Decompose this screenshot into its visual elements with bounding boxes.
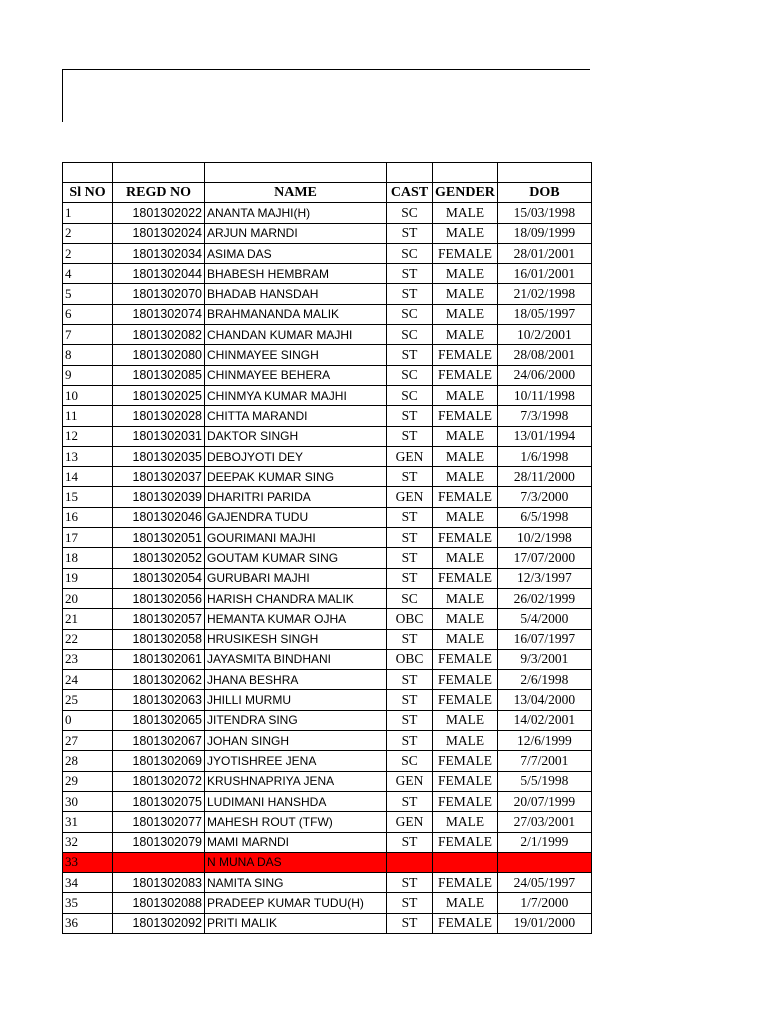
cell-regd-no[interactable]: 1801302092 xyxy=(113,913,205,933)
table-row xyxy=(63,467,592,487)
table-row xyxy=(63,345,592,365)
cell-name[interactable]: N MUNA DAS xyxy=(205,852,387,872)
cell-name[interactable]: GOURIMANI MAJHI xyxy=(205,528,387,548)
cell-name[interactable]: CHANDAN KUMAR MAJHI xyxy=(205,325,387,345)
cell-dob[interactable]: 13/04/2000 xyxy=(497,690,591,710)
cell-name[interactable]: JITENDRA SING xyxy=(205,710,387,730)
table-row xyxy=(63,873,592,893)
cell-sl-no[interactable]: 24 xyxy=(63,670,113,690)
table-row xyxy=(63,325,592,345)
cell-gender[interactable]: FEMALE xyxy=(433,528,498,548)
cell-gender[interactable]: MALE xyxy=(433,812,498,832)
cell-gender[interactable]: MALE xyxy=(433,588,498,608)
cell-name[interactable]: JHILLI MURMU xyxy=(205,690,387,710)
cell-cast[interactable]: SC xyxy=(387,304,433,324)
cell-cast[interactable]: SC xyxy=(387,751,433,771)
table-row xyxy=(63,365,592,385)
cell-dob[interactable]: 9/3/2001 xyxy=(497,649,591,669)
cell-name[interactable]: JAYASMITA BINDHANI xyxy=(205,649,387,669)
header-name[interactable]: NAME xyxy=(205,183,387,203)
cell-name[interactable]: KRUSHNAPRIYA JENA xyxy=(205,771,387,791)
cell-name[interactable]: ASIMA DAS xyxy=(205,243,387,263)
cell-name[interactable]: MAMI MARNDI xyxy=(205,832,387,852)
cell-cast[interactable]: ST xyxy=(387,548,433,568)
cell-regd-no[interactable]: 1801302077 xyxy=(113,812,205,832)
blank-cell[interactable] xyxy=(113,163,205,183)
cell-sl-no[interactable]: 32 xyxy=(63,832,113,852)
cell-sl-no[interactable]: 27 xyxy=(63,731,113,751)
cell-cast[interactable]: SC xyxy=(387,385,433,405)
cell-cast[interactable]: ST xyxy=(387,406,433,426)
cell-sl-no[interactable]: 31 xyxy=(63,812,113,832)
cell-sl-no[interactable]: 20 xyxy=(63,588,113,608)
cell-cast[interactable]: GEN xyxy=(387,771,433,791)
header-gender[interactable]: GENDER xyxy=(433,183,498,203)
cell-gender[interactable]: FEMALE xyxy=(433,690,498,710)
table-row xyxy=(63,507,592,527)
cell-sl-no[interactable]: 2 xyxy=(63,243,113,263)
cell-sl-no[interactable]: 16 xyxy=(63,507,113,527)
cell-regd-no[interactable]: 1801302069 xyxy=(113,751,205,771)
cell-cast[interactable]: SC xyxy=(387,203,433,223)
cell-name[interactable]: GURUBARI MAJHI xyxy=(205,568,387,588)
cell-gender[interactable]: FEMALE xyxy=(433,649,498,669)
table-row xyxy=(63,629,592,649)
cell-regd-no[interactable]: 1801302056 xyxy=(113,588,205,608)
cell-dob[interactable]: 10/11/1998 xyxy=(497,385,591,405)
cell-dob[interactable]: 24/05/1997 xyxy=(497,873,591,893)
cell-regd-no[interactable]: 1801302037 xyxy=(113,467,205,487)
cell-cast[interactable] xyxy=(387,852,433,872)
header-box-left-border xyxy=(62,69,63,122)
cell-dob[interactable]: 10/2/2001 xyxy=(497,325,591,345)
cell-cast[interactable]: ST xyxy=(387,690,433,710)
cell-name[interactable]: CHITTA MARANDI xyxy=(205,406,387,426)
cell-regd-no[interactable]: 1801302035 xyxy=(113,446,205,466)
cell-gender[interactable]: MALE xyxy=(433,325,498,345)
table-row xyxy=(63,588,592,608)
cell-regd-no[interactable]: 1801302065 xyxy=(113,710,205,730)
cell-name[interactable]: GAJENDRA TUDU xyxy=(205,507,387,527)
blank-cell[interactable] xyxy=(63,163,113,183)
cell-dob[interactable]: 24/06/2000 xyxy=(497,365,591,385)
cell-dob[interactable]: 7/7/2001 xyxy=(497,751,591,771)
cell-regd-no[interactable]: 1801302057 xyxy=(113,609,205,629)
cell-regd-no[interactable]: 1801302058 xyxy=(113,629,205,649)
table-row xyxy=(63,731,592,751)
cell-cast[interactable]: ST xyxy=(387,507,433,527)
table-row xyxy=(63,528,592,548)
cell-dob[interactable] xyxy=(497,852,591,872)
cell-dob[interactable]: 10/2/1998 xyxy=(497,528,591,548)
cell-name[interactable]: PRADEEP KUMAR TUDU(H) xyxy=(205,893,387,913)
cell-gender[interactable]: MALE xyxy=(433,426,498,446)
cell-sl-no[interactable]: 30 xyxy=(63,791,113,811)
cell-regd-no[interactable]: 1801302051 xyxy=(113,528,205,548)
blank-row xyxy=(63,163,592,183)
cell-sl-no[interactable]: 15 xyxy=(63,487,113,507)
cell-regd-no[interactable]: 1801302044 xyxy=(113,264,205,284)
cell-cast[interactable]: GEN xyxy=(387,812,433,832)
cell-name[interactable]: MAHESH ROUT (TFW) xyxy=(205,812,387,832)
cell-regd-no[interactable]: 1801302072 xyxy=(113,771,205,791)
cell-cast[interactable]: ST xyxy=(387,264,433,284)
cell-gender[interactable]: FEMALE xyxy=(433,873,498,893)
student-table xyxy=(62,162,592,934)
cell-dob[interactable]: 28/08/2001 xyxy=(497,345,591,365)
cell-regd-no[interactable]: 1801302075 xyxy=(113,791,205,811)
cell-gender[interactable]: MALE xyxy=(433,223,498,243)
cell-dob[interactable]: 16/07/1997 xyxy=(497,629,591,649)
cell-name[interactable]: CHINMAYEE SINGH xyxy=(205,345,387,365)
table-row xyxy=(63,812,592,832)
cell-dob[interactable]: 1/7/2000 xyxy=(497,893,591,913)
header-sl-no[interactable]: Sl NO xyxy=(63,183,113,203)
table-row xyxy=(63,264,592,284)
table-row xyxy=(63,913,592,933)
table-row xyxy=(63,426,592,446)
cell-regd-no[interactable] xyxy=(113,852,205,872)
cell-dob[interactable]: 28/01/2001 xyxy=(497,243,591,263)
table-row xyxy=(63,385,592,405)
cell-dob[interactable]: 14/02/2001 xyxy=(497,710,591,730)
cell-gender[interactable]: FEMALE xyxy=(433,568,498,588)
cell-regd-no[interactable]: 1801302024 xyxy=(113,223,205,243)
cell-sl-no[interactable]: 9 xyxy=(63,365,113,385)
cell-regd-no[interactable]: 1801302028 xyxy=(113,406,205,426)
table-row xyxy=(63,243,592,263)
cell-regd-no[interactable]: 1801302031 xyxy=(113,426,205,446)
table-row xyxy=(63,568,592,588)
cell-name[interactable]: BHABESH HEMBRAM xyxy=(205,264,387,284)
cell-sl-no[interactable]: 5 xyxy=(63,284,113,304)
cell-dob[interactable]: 18/05/1997 xyxy=(497,304,591,324)
table-row xyxy=(63,304,592,324)
cell-gender[interactable]: MALE xyxy=(433,710,498,730)
table-row xyxy=(63,690,592,710)
table-row xyxy=(63,223,592,243)
cell-dob[interactable]: 21/02/1998 xyxy=(497,284,591,304)
cell-regd-no[interactable]: 1801302052 xyxy=(113,548,205,568)
cell-cast[interactable]: OBC xyxy=(387,649,433,669)
cell-cast[interactable]: ST xyxy=(387,284,433,304)
cell-dob[interactable]: 6/5/1998 xyxy=(497,507,591,527)
cell-sl-no[interactable]: 13 xyxy=(63,446,113,466)
cell-dob[interactable]: 17/07/2000 xyxy=(497,548,591,568)
cell-sl-no[interactable]: 22 xyxy=(63,629,113,649)
table-row xyxy=(63,406,592,426)
cell-gender[interactable]: MALE xyxy=(433,893,498,913)
cell-sl-no[interactable]: 0 xyxy=(63,710,113,730)
cell-regd-no[interactable]: 1801302062 xyxy=(113,670,205,690)
cell-dob[interactable]: 13/01/1994 xyxy=(497,426,591,446)
cell-sl-no[interactable]: 2 xyxy=(63,223,113,243)
cell-cast[interactable]: ST xyxy=(387,223,433,243)
cell-name[interactable]: DHARITRI PARIDA xyxy=(205,487,387,507)
cell-sl-no[interactable]: 29 xyxy=(63,771,113,791)
cell-dob[interactable]: 19/01/2000 xyxy=(497,913,591,933)
cell-dob[interactable]: 18/09/1999 xyxy=(497,223,591,243)
cell-gender[interactable]: MALE xyxy=(433,731,498,751)
cell-cast[interactable]: ST xyxy=(387,913,433,933)
header-box-top-border xyxy=(62,69,590,70)
cell-name[interactable]: NAMITA SING xyxy=(205,873,387,893)
cell-dob[interactable]: 5/4/2000 xyxy=(497,609,591,629)
cell-name[interactable]: GOUTAM KUMAR SING xyxy=(205,548,387,568)
cell-dob[interactable]: 16/01/2001 xyxy=(497,264,591,284)
cell-dob[interactable]: 7/3/2000 xyxy=(497,487,591,507)
cell-regd-no[interactable]: 1801302034 xyxy=(113,243,205,263)
cell-cast[interactable]: OBC xyxy=(387,609,433,629)
cell-cast[interactable]: GEN xyxy=(387,487,433,507)
table-row xyxy=(63,670,592,690)
cell-sl-no[interactable]: 12 xyxy=(63,426,113,446)
cell-gender[interactable]: MALE xyxy=(433,446,498,466)
cell-name[interactable]: DAKTOR SINGH xyxy=(205,426,387,446)
blank-cell[interactable] xyxy=(497,163,591,183)
cell-gender[interactable] xyxy=(433,852,498,872)
cell-gender[interactable]: MALE xyxy=(433,304,498,324)
cell-sl-no[interactable]: 11 xyxy=(63,406,113,426)
cell-regd-no[interactable]: 1801302039 xyxy=(113,487,205,507)
cell-name[interactable]: ANANTA MAJHI(H) xyxy=(205,203,387,223)
cell-dob[interactable]: 20/07/1999 xyxy=(497,791,591,811)
table-row xyxy=(63,649,592,669)
cell-name[interactable]: PRITI MALIK xyxy=(205,913,387,933)
cell-cast[interactable]: ST xyxy=(387,791,433,811)
cell-cast[interactable]: ST xyxy=(387,893,433,913)
cell-cast[interactable]: ST xyxy=(387,528,433,548)
cell-sl-no[interactable]: 10 xyxy=(63,385,113,405)
cell-name[interactable]: DEEPAK KUMAR SING xyxy=(205,467,387,487)
cell-regd-no[interactable]: 1801302080 xyxy=(113,345,205,365)
cell-name[interactable]: DEBOJYOTI DEY xyxy=(205,446,387,466)
cell-sl-no[interactable]: 8 xyxy=(63,345,113,365)
cell-cast[interactable]: ST xyxy=(387,629,433,649)
table-row xyxy=(63,284,592,304)
cell-gender[interactable]: FEMALE xyxy=(433,243,498,263)
blank-cell[interactable] xyxy=(205,163,387,183)
cell-sl-no[interactable]: 1 xyxy=(63,203,113,223)
cell-gender[interactable]: MALE xyxy=(433,548,498,568)
cell-sl-no[interactable]: 23 xyxy=(63,649,113,669)
cell-regd-no[interactable]: 1801302046 xyxy=(113,507,205,527)
cell-regd-no[interactable]: 1801302083 xyxy=(113,873,205,893)
cell-sl-no[interactable]: 36 xyxy=(63,913,113,933)
cell-cast[interactable]: SC xyxy=(387,365,433,385)
cell-sl-no[interactable]: 19 xyxy=(63,568,113,588)
cell-regd-no[interactable]: 1801302061 xyxy=(113,649,205,669)
cell-name[interactable]: ARJUN MARNDI xyxy=(205,223,387,243)
cell-cast[interactable]: ST xyxy=(387,710,433,730)
cell-dob[interactable]: 12/6/1999 xyxy=(497,731,591,751)
cell-cast[interactable]: ST xyxy=(387,426,433,446)
cell-name[interactable]: LUDIMANI HANSHDA xyxy=(205,791,387,811)
header-regd-no[interactable]: REGD NO xyxy=(113,183,205,203)
cell-regd-no[interactable]: 1801302079 xyxy=(113,832,205,852)
cell-name[interactable]: HRUSIKESH SINGH xyxy=(205,629,387,649)
cell-sl-no[interactable]: 35 xyxy=(63,893,113,913)
cell-regd-no[interactable]: 1801302063 xyxy=(113,690,205,710)
cell-name[interactable]: JHANA BESHRA xyxy=(205,670,387,690)
cell-gender[interactable]: FEMALE xyxy=(433,670,498,690)
cell-cast[interactable]: ST xyxy=(387,568,433,588)
cell-gender[interactable]: FEMALE xyxy=(433,771,498,791)
cell-cast[interactable]: SC xyxy=(387,588,433,608)
cell-gender[interactable]: MALE xyxy=(433,507,498,527)
header-row xyxy=(63,183,592,203)
cell-gender[interactable]: FEMALE xyxy=(433,345,498,365)
cell-gender[interactable]: MALE xyxy=(433,264,498,284)
cell-sl-no[interactable]: 17 xyxy=(63,528,113,548)
cell-gender[interactable]: FEMALE xyxy=(433,751,498,771)
table-row xyxy=(63,548,592,568)
cell-sl-no[interactable]: 28 xyxy=(63,751,113,771)
cell-dob[interactable]: 7/3/1998 xyxy=(497,406,591,426)
cell-name[interactable]: BHADAB HANSDAH xyxy=(205,284,387,304)
cell-dob[interactable]: 2/1/1999 xyxy=(497,832,591,852)
table-row xyxy=(63,832,592,852)
cell-regd-no[interactable]: 1801302082 xyxy=(113,325,205,345)
cell-regd-no[interactable]: 1801302067 xyxy=(113,731,205,751)
cell-gender[interactable]: MALE xyxy=(433,284,498,304)
cell-name[interactable]: CHINMAYEE BEHERA xyxy=(205,365,387,385)
cell-dob[interactable]: 27/03/2001 xyxy=(497,812,591,832)
cell-dob[interactable]: 5/5/1998 xyxy=(497,771,591,791)
cell-regd-no[interactable]: 1801302070 xyxy=(113,284,205,304)
blank-cell[interactable] xyxy=(433,163,498,183)
table-row xyxy=(63,852,592,872)
cell-regd-no[interactable]: 1801302088 xyxy=(113,893,205,913)
cell-gender[interactable]: MALE xyxy=(433,467,498,487)
cell-sl-no[interactable]: 4 xyxy=(63,264,113,284)
cell-gender[interactable]: FEMALE xyxy=(433,365,498,385)
cell-dob[interactable]: 26/02/1999 xyxy=(497,588,591,608)
blank-cell[interactable] xyxy=(387,163,433,183)
cell-cast[interactable]: SC xyxy=(387,243,433,263)
cell-name[interactable]: JYOTISHREE JENA xyxy=(205,751,387,771)
cell-dob[interactable]: 12/3/1997 xyxy=(497,568,591,588)
cell-cast[interactable]: ST xyxy=(387,467,433,487)
table-row xyxy=(63,893,592,913)
cell-sl-no[interactable]: 34 xyxy=(63,873,113,893)
cell-gender[interactable]: MALE xyxy=(433,203,498,223)
cell-gender[interactable]: FEMALE xyxy=(433,487,498,507)
cell-regd-no[interactable]: 1801302054 xyxy=(113,568,205,588)
cell-dob[interactable]: 15/03/1998 xyxy=(497,203,591,223)
header-dob[interactable]: DOB xyxy=(497,183,591,203)
table-row xyxy=(63,791,592,811)
table-row xyxy=(63,487,592,507)
cell-dob[interactable]: 2/6/1998 xyxy=(497,670,591,690)
cell-sl-no[interactable]: 25 xyxy=(63,690,113,710)
table-row xyxy=(63,771,592,791)
cell-name[interactable]: CHINMYA KUMAR MAJHI xyxy=(205,385,387,405)
cell-cast[interactable]: ST xyxy=(387,670,433,690)
cell-regd-no[interactable]: 1801302085 xyxy=(113,365,205,385)
cell-cast[interactable]: GEN xyxy=(387,446,433,466)
cell-sl-no[interactable]: 6 xyxy=(63,304,113,324)
cell-name[interactable]: BRAHMANANDA MALIK xyxy=(205,304,387,324)
cell-gender[interactable]: FEMALE xyxy=(433,406,498,426)
header-cast[interactable]: CAST xyxy=(387,183,433,203)
cell-sl-no[interactable]: 33 xyxy=(63,852,113,872)
table-row xyxy=(63,751,592,771)
cell-cast[interactable]: ST xyxy=(387,345,433,365)
cell-dob[interactable]: 1/6/1998 xyxy=(497,446,591,466)
cell-regd-no[interactable]: 1801302025 xyxy=(113,385,205,405)
cell-name[interactable]: HARISH CHANDRA MALIK xyxy=(205,588,387,608)
cell-regd-no[interactable]: 1801302022 xyxy=(113,203,205,223)
cell-regd-no[interactable]: 1801302074 xyxy=(113,304,205,324)
cell-gender[interactable]: MALE xyxy=(433,385,498,405)
cell-dob[interactable]: 28/11/2000 xyxy=(497,467,591,487)
cell-cast[interactable]: ST xyxy=(387,832,433,852)
cell-gender[interactable]: MALE xyxy=(433,629,498,649)
cell-sl-no[interactable]: 7 xyxy=(63,325,113,345)
table-row xyxy=(63,710,592,730)
cell-gender[interactable]: FEMALE xyxy=(433,832,498,852)
cell-sl-no[interactable]: 18 xyxy=(63,548,113,568)
cell-name[interactable]: HEMANTA KUMAR OJHA xyxy=(205,609,387,629)
cell-cast[interactable]: ST xyxy=(387,873,433,893)
cell-gender[interactable]: FEMALE xyxy=(433,913,498,933)
cell-sl-no[interactable]: 14 xyxy=(63,467,113,487)
cell-gender[interactable]: MALE xyxy=(433,609,498,629)
cell-name[interactable]: JOHAN SINGH xyxy=(205,731,387,751)
cell-sl-no[interactable]: 21 xyxy=(63,609,113,629)
cell-gender[interactable]: FEMALE xyxy=(433,791,498,811)
table-row xyxy=(63,203,592,223)
table-row xyxy=(63,609,592,629)
cell-cast[interactable]: SC xyxy=(387,325,433,345)
table-row xyxy=(63,446,592,466)
cell-cast[interactable]: ST xyxy=(387,731,433,751)
